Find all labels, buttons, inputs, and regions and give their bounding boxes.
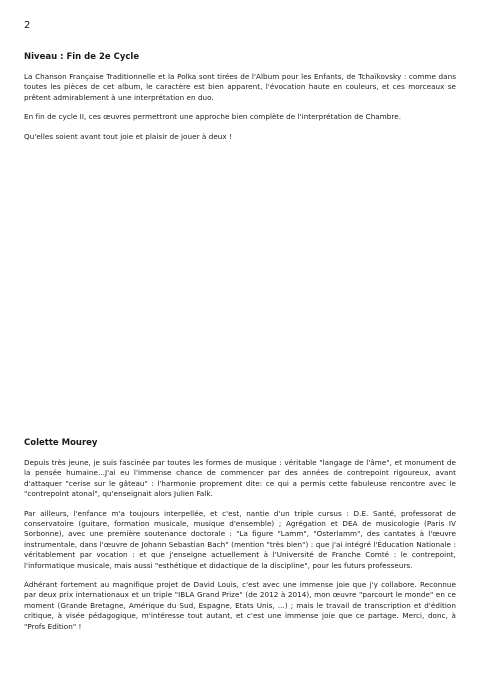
bio-paragraph: Par ailleurs, l'enfance m'a toujours interpellée, et c'est, nantie d'un triple cursus : D.E. Santé, professorat de conservatoire (guitare, formation musicale, musique d'ensemble) ; Agrégation et DEA de musicologie (Paris IV Sorbonne), avec une première soutenance doctorale : "La figure "Lamm", "Osterlamm", des cantates à l'œuvre instrumentale, dans l'œuvre de Johann Sebastian Bach" (mention "très bien") : que j'ai intégré l'Éducation Nationale : véritablement par vocation : et que j'enseigne actuellement à l'Université de Franche Comté : le contrepoint, l'informatique musicale, mais aussi "esthétique et didactique de la discipline", pour les futurs professeurs. bbox=[24, 508, 456, 570]
level-paragraph: En fin de cycle II, ces œuvres permettront une approche bien complète de l'interprétation de Chambre. bbox=[24, 112, 402, 122]
bio-heading: Colette Mourey bbox=[24, 438, 98, 448]
level-section bbox=[24, 52, 456, 151]
level-paragraph: Qu'elles soient avant tout joie et plaisir de jouer à deux ! bbox=[24, 131, 232, 141]
bio-section bbox=[24, 438, 456, 641]
bio-paragraph: Adhérant fortement au magnifique projet de David Louis, c'est avec une immense joie que j'y collabore. Reconnue par deux prix internationaux et un triple "IBLA Grand Prize" (de 2012 à 2014), mon œuvre "parcourt le monde" en ce moment (Grande Bretagne, Amérique du Sud, Espagne, Etats Unis, ...) ; mais le travail de transcription et d'édition critique, à visée pédagogique, m'intéresse tout autant, et c'est une immense joie que ce partage. Merci, donc, à "Profs Edition" ! bbox=[24, 580, 456, 631]
bio-paragraph: Depuis très jeune, je suis fascinée par toutes les formes de musique : véritable "langage de l'âme", et monument de la pensée humaine...J'ai eu l'immense chance de commencer par des années de contrepoint rigoureux, avant d'attaquer "cerise sur le gâteau" : l'harmonie proprement dite: ce qui a permis cette fabuleuse rencontre avec le "contrepoint atonal", qu'enseignait alors Julien Falk. bbox=[24, 458, 456, 499]
level-heading: Niveau : Fin de 2e Cycle bbox=[24, 52, 140, 62]
page-number: 2 bbox=[24, 20, 31, 31]
level-paragraph: La Chanson Française Traditionnelle et la Polka sont tirées de l'Album pour les Enfants, de Tchaïkovsky : comme dans toutes les pièces de cet album, le caractère est bien apparent, l'évocation haute en couleurs, et ces morceaux se prêtent admirablement à une interprétation en duo. bbox=[24, 72, 456, 102]
